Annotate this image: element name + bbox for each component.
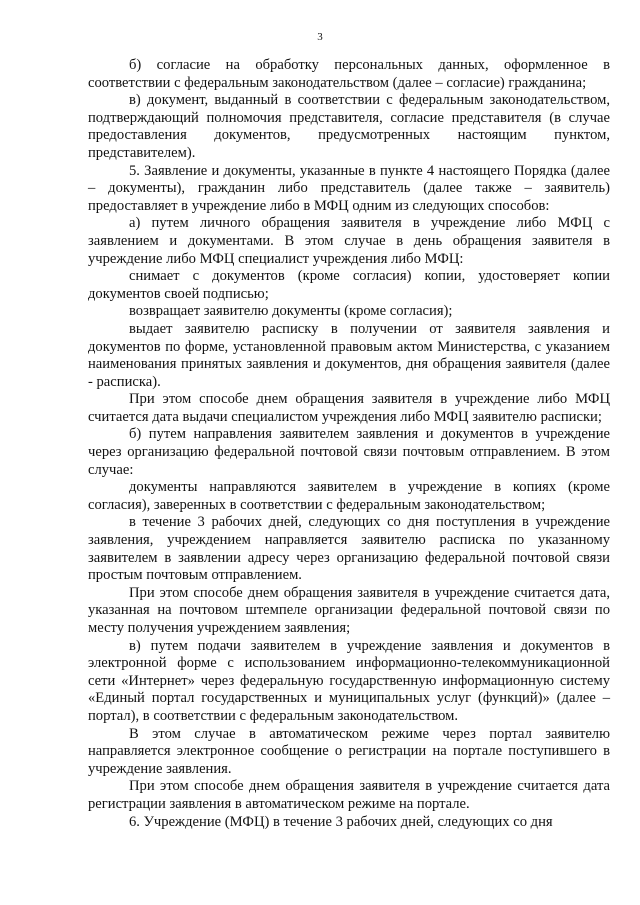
paragraph-5a-return: возвращает заявителю документы (кроме согласия); <box>129 303 453 320</box>
paragraph-5b-receipt: в течение 3 рабочих дней, следующих со дня поступления в учреждение заявления, учреждением направляется заявителю расписка по указанному заявителем в заявлении адресу через организацию федеральной почтовой связи простым почтовым отправлением. <box>88 514 610 584</box>
paragraph-5a: а) путем личного обращения заявителя в учреждение либо МФЦ с заявлением и документами. В этом случае в день обращения заявителя в учреждение либо МФЦ специалист учреждения либо МФЦ: <box>88 215 610 267</box>
paragraph-5b-copies: документы направляются заявителем в учреждение в копиях (кроме согласия), заверенных в соответствии с федеральным законодательством; <box>88 479 610 513</box>
paragraph-5b: б) путем направления заявителем заявления и документов в учреждение через организацию федеральной почтовой связи почтовым отправлением. В этом случае: <box>88 426 610 478</box>
paragraph-5v-message: В этом случае в автоматическом режиме через портал заявителю направляется электронное сообщение о регистрации на портале поступившего в учреждение заявления. <box>88 725 610 777</box>
paragraph-1v: в) документ, выданный в соответствии с федеральным законодательством, подтверждающий полномочия представителя, согласие представителя (в случае предоставления документов, предусмотренных настоящим пунктом, представителем). <box>88 92 610 161</box>
paragraph-5v: в) путем подачи заявителем в учреждение заявления и документов в электронной форме с использованием информационно-телекоммуникационной сети «Интернет» через федеральную государственную информационную систему «Единый портал государственных и муниципальных услуг (функций)» (далее – портал), в соответствии с федеральным законодательством. <box>88 637 610 724</box>
document-body <box>88 57 610 831</box>
paragraph-5: 5. Заявление и документы, указанные в пункте 4 настоящего Порядка (далее – документы), гражданин либо представитель (далее также – заявитель) предоставляет в учреждение либо в МФЦ одним из следующих способов: <box>88 162 610 214</box>
paragraph-5a-copies: снимает с документов (кроме согласия) копии, удостоверяет копии документов своей подписью; <box>88 268 610 302</box>
page-number: 3 <box>317 31 323 43</box>
paragraph-5a-receipt: выдает заявителю расписку в получении от заявителя заявления и документов по форме, установленной правовым актом Министерства, с указанием наименования принятых заявления и документов, дня обращения заявителя (далее - расписка). <box>88 320 610 390</box>
paragraph-5v-date: При этом способе днем обращения заявителя в учреждение считается дата регистрации заявления в автоматическом режиме на портале. <box>88 778 610 812</box>
paragraph-1b: б) согласие на обработку персональных данных, оформленное в соответствии с федеральным законодательством (далее – согласие) гражданина; <box>88 57 610 91</box>
paragraph-5b-date: При этом способе днем обращения заявителя в учреждение считается дата, указанная на почтовом штемпеле организации федеральной почтовой связи по месту получения учреждением заявления; <box>88 584 610 636</box>
paragraph-6: 6. Учреждение (МФЦ) в течение 3 рабочих дней, следующих со дня <box>129 813 553 830</box>
paragraph-5a-date: При этом способе днем обращения заявителя в учреждение либо МФЦ считается дата выдачи специалистом учреждения либо МФЦ заявителю расписки; <box>88 391 610 425</box>
